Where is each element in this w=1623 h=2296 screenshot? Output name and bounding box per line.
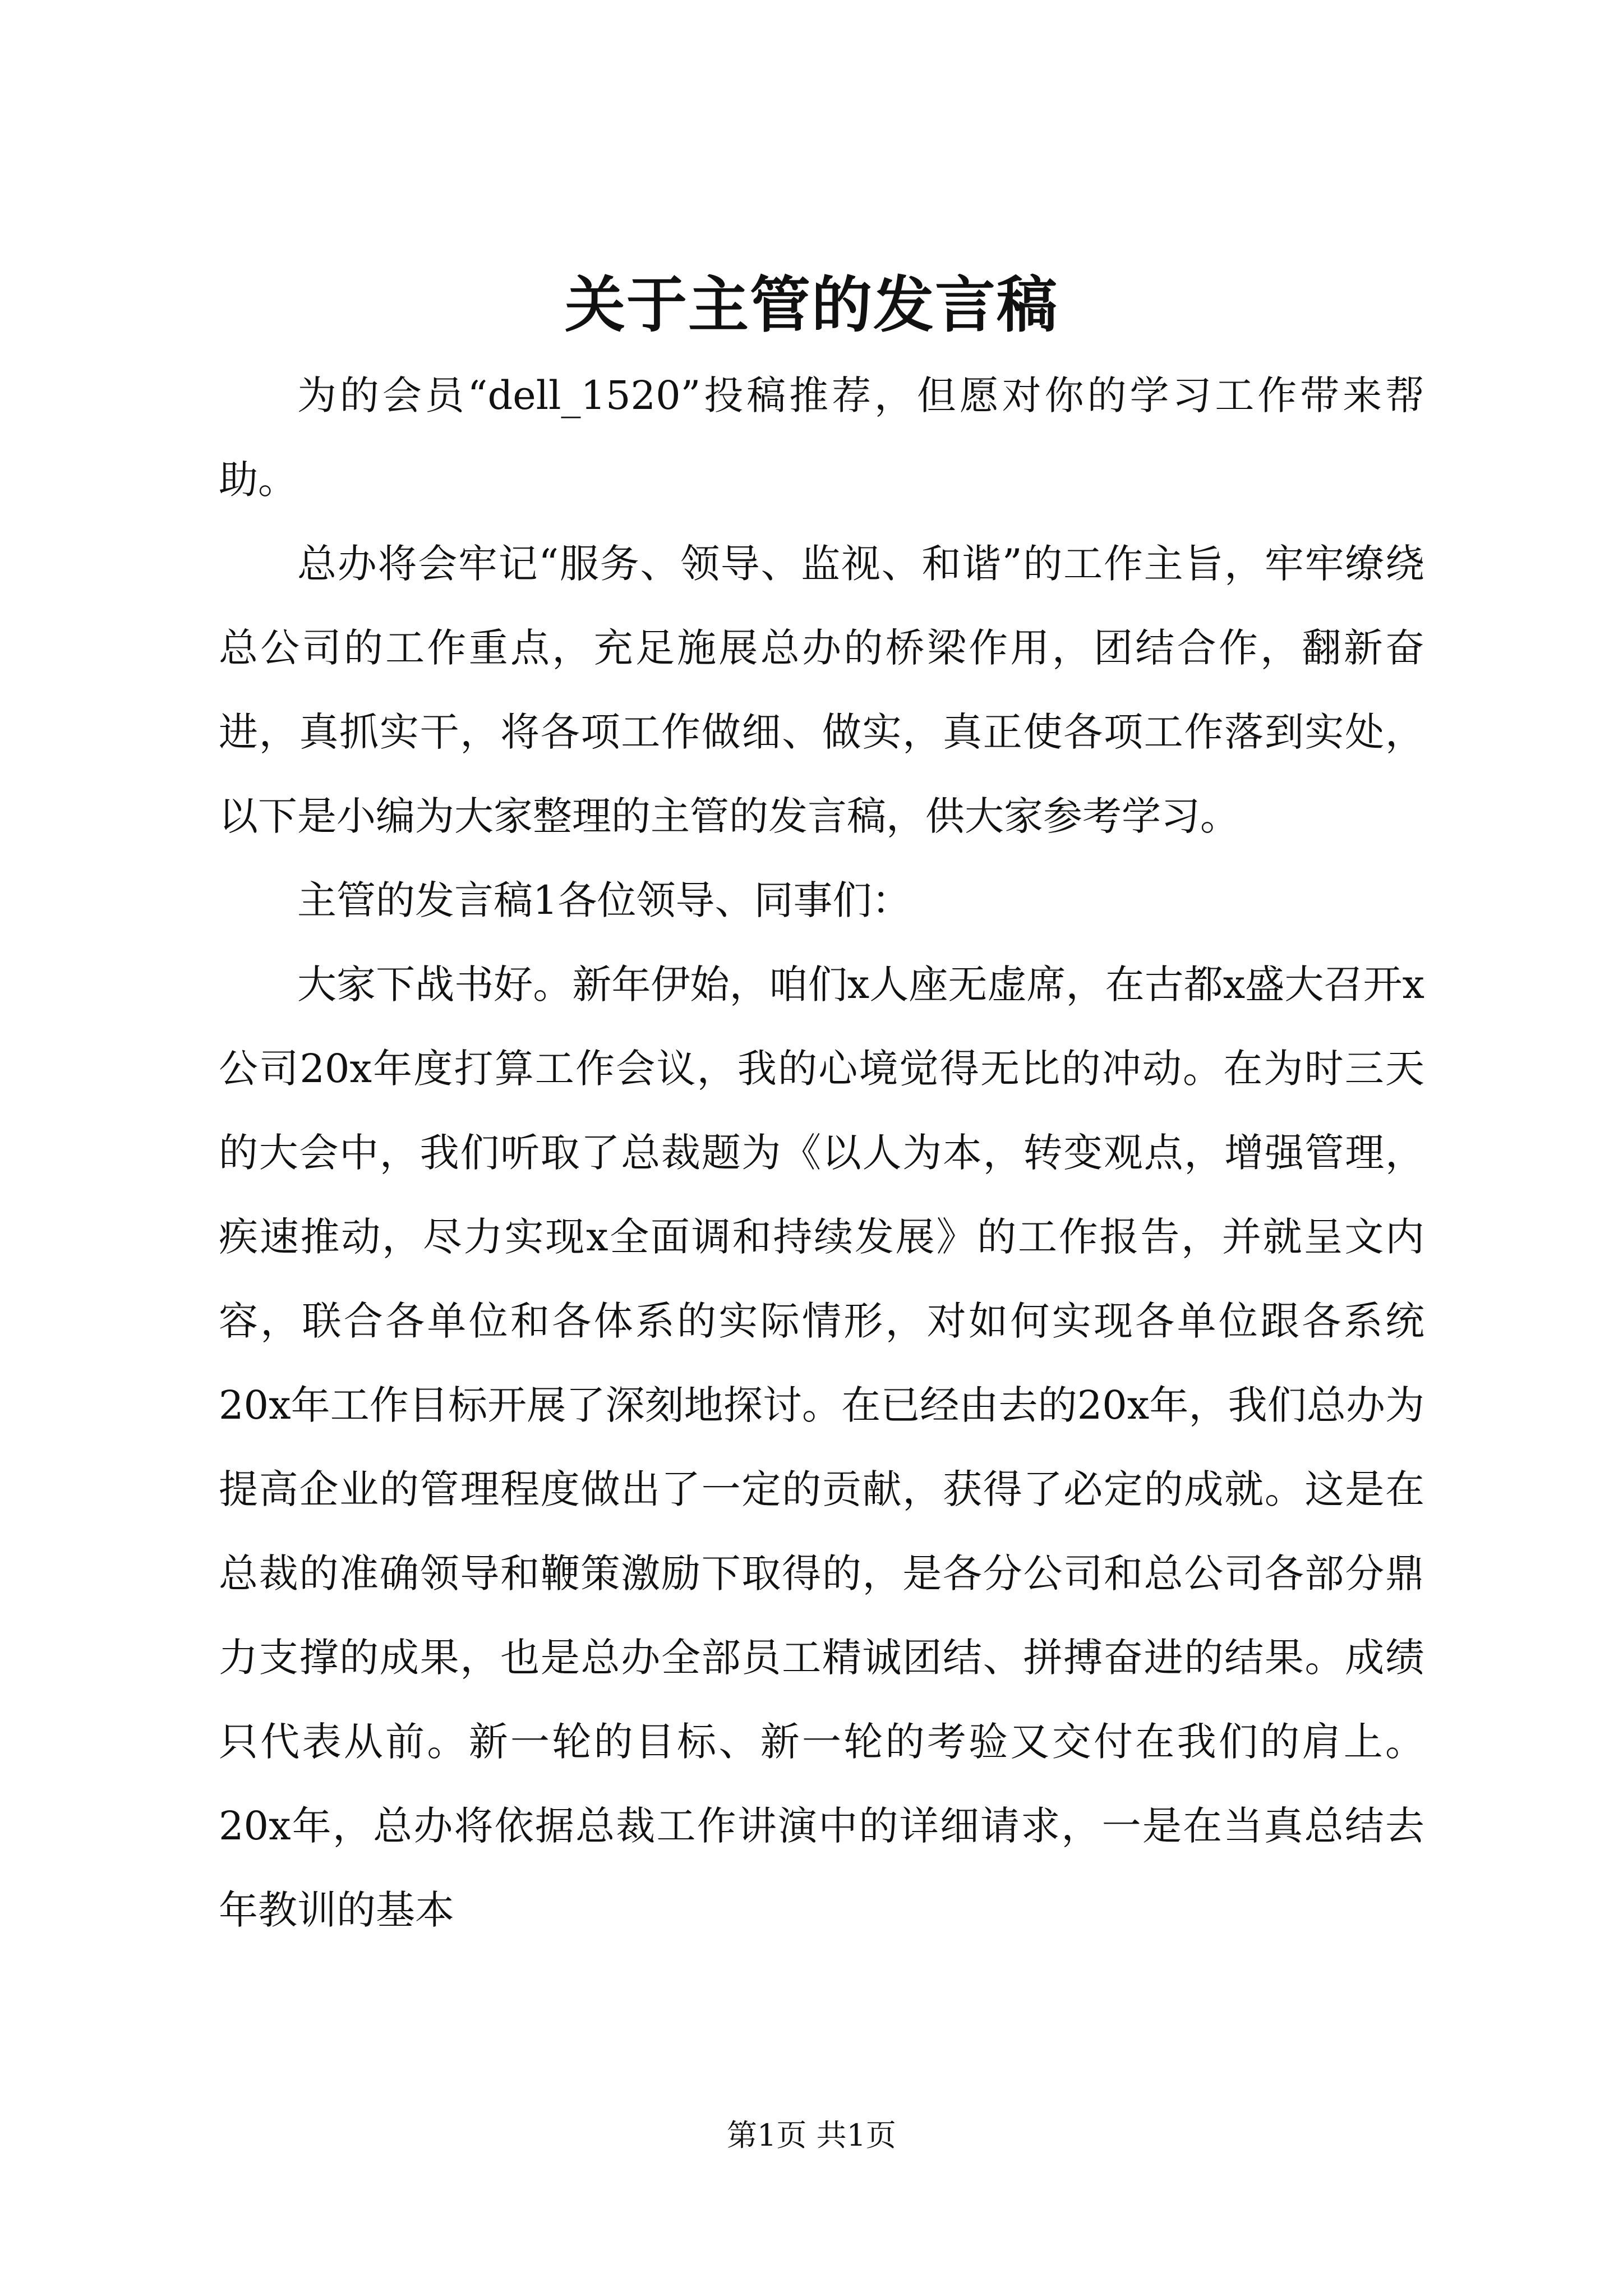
paragraph-main: 大家下战书好。新年伊始，咱们x人座无虚席，在古都x盛大召开x公司20x年度打算工作会议，我的心境觉得无比的冲动。在为时三天的大会中，我们听取了总裁题为《以人为本，转变观点，增强管理，疾速推动，尽力实现x全面调和持续发展》的工作报告，并就呈文内容，联合各单位和各体系的实际情形，对如何实现各单位跟各系统20x年工作目标开展了深刻地探讨。在已经由去的20x年，我们总办为提高企业的管理程度做出了一定的贡献，获得了必定的成就。这是在总裁的准确领导和鞭策激励下取得的，是各分公司和总公司各部分鼎力支撑的成果，也是总办全部员工精诚团结、拼搏奋进的结果。成绩只代表从前。新一轮的目标、新一轮的考验又交付在我们的肩上。20x年，总办将依据总裁工作讲演中的详细请求，一是在当真总结去年教训的基本 [219,961,1424,1933]
paragraph-intro: 为的会员“dell_1520”投稿推荐，但愿对你的学习工作带来帮助。 [219,372,1424,503]
paragraph-summary: 总办将会牢记“服务、领导、监视、和谐”的工作主旨，牢牢缭绕总公司的工作重点，充足施展总办的桥梁作用，团结合作，翻新奋进，真抓实干，将各项工作做细、做实，真正使各项工作落到实处，以下是小编为大家整理的主管的发言稿，供大家参考学习。 [219,541,1424,839]
paragraph-heading: 主管的发言稿1各位领导、同事们： [297,877,911,923]
page-number-footer: 第1页 共1页 [727,2118,896,2153]
document-body [219,353,1424,1952]
document-title: 关于主管的发言稿 [564,270,1058,341]
